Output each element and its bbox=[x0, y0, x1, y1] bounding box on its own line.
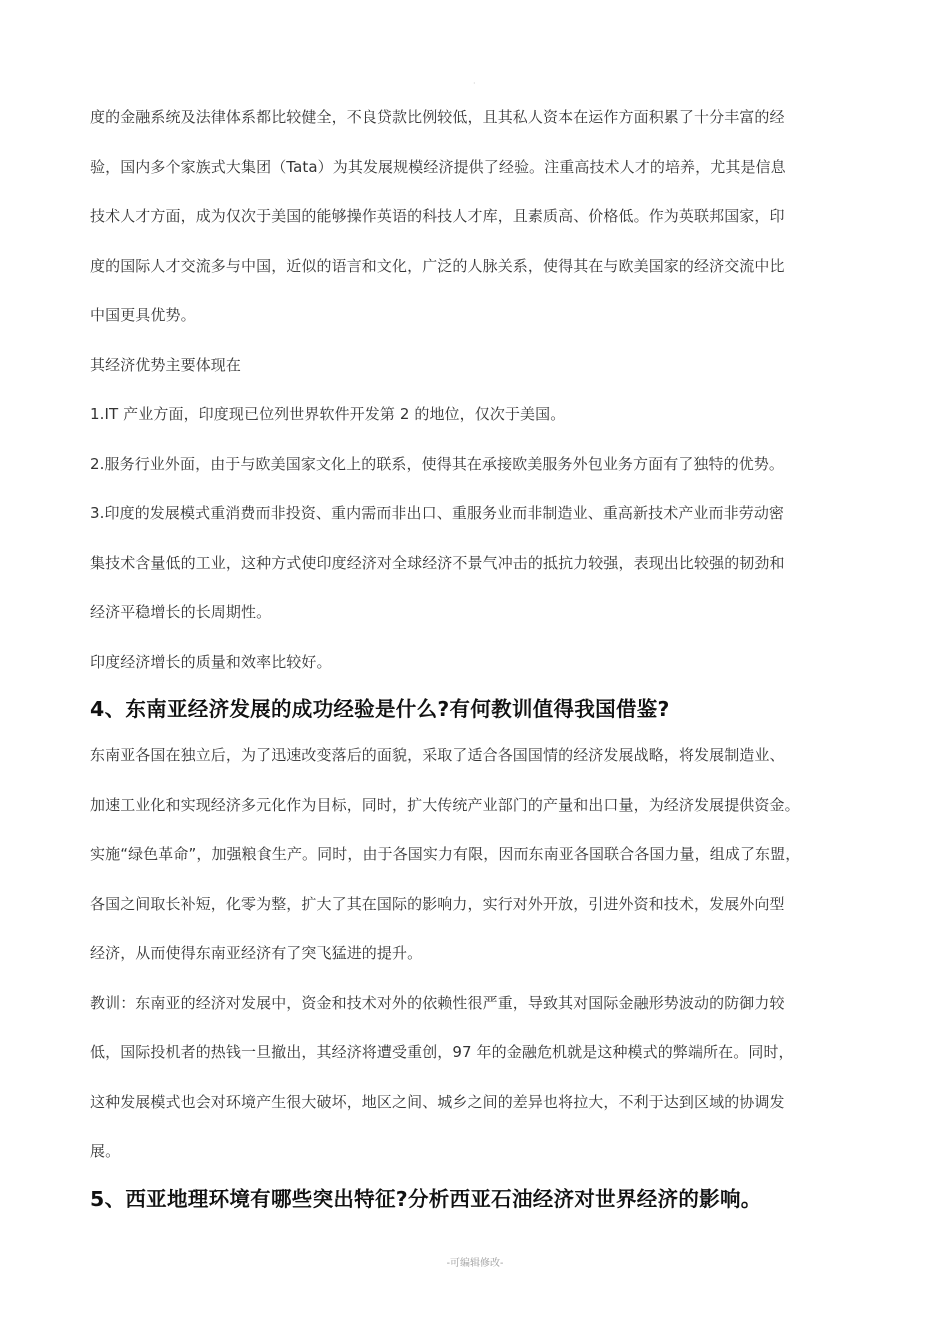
text-line: 这种发展模式也会对环境产生很大破坏，地区之间、城乡之间的差异也将拉大，不利于达到区域的协调发 bbox=[90, 1092, 785, 1111]
text-line: 低，国际投机者的热钱一旦撤出，其经济将遭受重创，97 年的金融危机就是这种模式的弊端所在。同时， bbox=[90, 1043, 794, 1061]
text-line: 各国之间取长补短，化零为整，扩大了其在国际的影响力，实行对外开放，引进外资和技术，发展外向型 bbox=[90, 894, 785, 913]
text-line: 技术人才方面，成为仅次于美国的能够操作英语的科技人才库，且素质高、价格低。作为英联邦国家，印 bbox=[90, 207, 785, 225]
header-dot: · bbox=[473, 79, 476, 88]
text-line: 加速工业化和实现经济多元化作为目标，同时，扩大传统产业部门的产量和出口量，为经济发展提供资金。 bbox=[90, 795, 800, 814]
paragraph-lessons bbox=[90, 979, 870, 1177]
list-item-development-model bbox=[90, 489, 870, 638]
text-line: 东南亚各国在独立后，为了迅速改变落后的面貌，采取了适合各国国情的经济发展战略，将发展制造业、 bbox=[90, 746, 785, 764]
paragraph-growth-quality: 印度经济增长的质量和效率比较好。 bbox=[90, 652, 332, 671]
section-heading-4: 4、东南亚经济发展的成功经验是什么?有何教训值得我国借鉴? bbox=[90, 697, 670, 721]
text-line: 度的金融系统及法律体系都比较健全，不良贷款比例较低，且其私人资本在运作方面积累了十分丰富的经 bbox=[90, 108, 785, 126]
text-line: 经济，从而使得东南亚经济有了突飞猛进的提升。 bbox=[90, 944, 423, 962]
text-line: 度的国际人才交流多与中国，近似的语言和文化，广泛的人脉关系，使得其在与欧美国家的经济交流中比 bbox=[90, 256, 785, 275]
list-item-it-industry: 1.IT 产业方面，印度现已位列世界软件开发第 2 的地位，仅次于美国。 bbox=[90, 405, 566, 423]
text-line: 经济平稳增长的长周期性。 bbox=[90, 603, 272, 621]
text-line: 集技术含量低的工业，这种方式使印度经济对全球经济不景气冲击的抵抗力较强，表现出比较强的韧劲和 bbox=[90, 553, 785, 572]
document-body bbox=[90, 93, 870, 1221]
section-heading-5: 5、西亚地理环境有哪些突出特征?分析西亚石油经济对世界经济的影响。 bbox=[90, 1186, 762, 1211]
paragraph-india-advantages bbox=[90, 93, 870, 341]
paragraph-southeast-asia-experience bbox=[90, 731, 870, 979]
list-item-service-industry: 2.服务行业外面，由于与欧美国家文化上的联系，使得其在承接欧美服务外包业务方面有了独特的优势。 bbox=[90, 454, 785, 473]
text-line: 3.印度的发展模式重消费而非投资、重内需而非出口、重服务业而非制造业、重高新技术产业而非劳动密 bbox=[90, 504, 785, 522]
page-footer: -可编辑修改- bbox=[446, 1258, 504, 1269]
text-line: 实施“绿色革命”，加强粮食生产。同时，由于各国实力有限，因而东南亚各国联合各国力量，组成了东盟， bbox=[90, 845, 801, 863]
paragraph-economic-advantages-intro: 其经济优势主要体现在 bbox=[90, 355, 242, 374]
text-line: 验，国内多个家族式大集团（Tata）为其发展规模经济提供了经验。注重高技术人才的培养，尤其是信息 bbox=[90, 157, 786, 176]
text-line: 教训：东南亚的经济对发展中，资金和技术对外的依赖性很严重，导致其对国际金融形势波动的防御力较 bbox=[90, 993, 785, 1012]
text-line: 中国更具优势。 bbox=[90, 306, 196, 324]
text-line: 展。 bbox=[90, 1142, 121, 1160]
